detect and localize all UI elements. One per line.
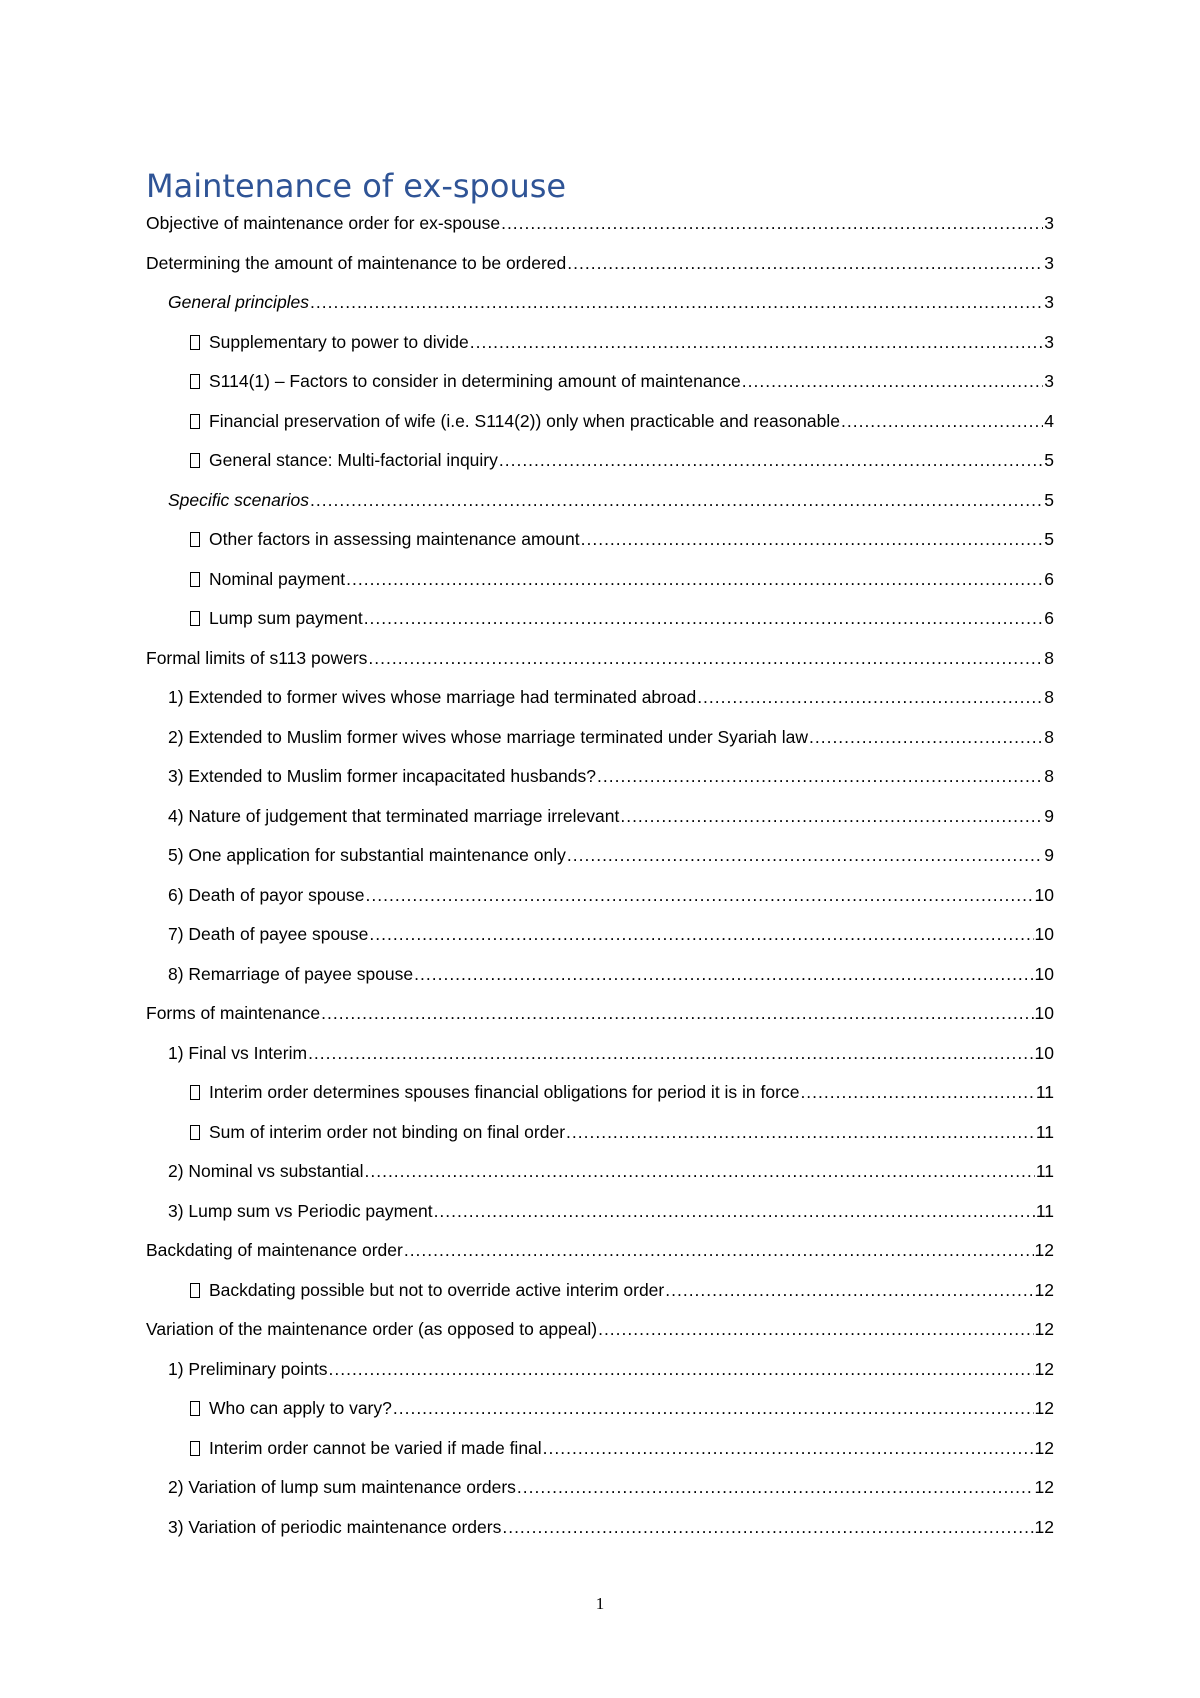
toc-entry[interactable] — [146, 724, 1054, 764]
toc-entry[interactable] — [146, 882, 1054, 922]
toc-page-number: 10 — [1034, 884, 1054, 905]
toc-entry-text: 8) Remarriage of payee spouse — [168, 963, 414, 984]
toc-entry[interactable] — [146, 487, 1054, 527]
toc-entry-text: S114(1) – Factors to consider in determining amount of maintenance — [209, 371, 741, 391]
toc-entry-text: 5) One application for substantial maintenance only — [168, 845, 566, 865]
toc-dot-leader — [598, 1316, 1033, 1342]
toc-page-number: 10 — [1034, 924, 1054, 944]
toc-entry[interactable] — [146, 408, 1054, 448]
toc-page-number: 3 — [1044, 371, 1054, 391]
toc-entry[interactable] — [146, 645, 1054, 685]
missing-glyph-bullet-icon — [190, 374, 200, 389]
toc-page-number: 5 — [1044, 529, 1054, 549]
toc-page-number: 11 — [1035, 1161, 1054, 1181]
table-of-contents — [146, 210, 1054, 1553]
toc-entry-text: Variation of the maintenance order (as opposed to appeal) — [146, 1319, 598, 1339]
toc-entry-text: 3) Lump sum vs Periodic payment — [168, 1200, 433, 1221]
toc-dot-leader — [364, 605, 1044, 631]
toc-dot-leader — [501, 210, 1043, 236]
missing-glyph-bullet-icon — [190, 572, 200, 587]
toc-dot-leader — [499, 447, 1043, 473]
toc-entry[interactable] — [146, 329, 1054, 369]
toc-dot-leader — [434, 1198, 1035, 1224]
missing-glyph-bullet-icon — [190, 1085, 200, 1100]
toc-page-number: 9 — [1044, 805, 1054, 826]
toc-entry[interactable] — [146, 1395, 1054, 1435]
toc-entry[interactable] — [146, 684, 1054, 724]
missing-glyph-bullet-icon — [190, 1401, 200, 1416]
toc-page-number: 11 — [1035, 1121, 1054, 1142]
toc-dot-leader — [310, 289, 1043, 315]
toc-dot-leader — [517, 1474, 1034, 1500]
page-number: 1 — [595, 1594, 605, 1613]
toc-entry[interactable] — [146, 250, 1054, 290]
toc-page-number: 12 — [1034, 1398, 1054, 1418]
toc-entry-text: Backdating of maintenance order — [146, 1240, 403, 1260]
toc-entry[interactable] — [146, 1237, 1054, 1277]
toc-entry-text: Interim order determines spouses financial obligations for period it is in force — [209, 1082, 800, 1102]
toc-entry[interactable] — [146, 842, 1054, 882]
toc-page-number: 5 — [1044, 450, 1054, 470]
toc-dot-leader — [346, 566, 1043, 592]
missing-glyph-bullet-icon — [190, 335, 200, 350]
toc-entry-text: Other factors in assessing maintenance amount — [209, 529, 580, 549]
toc-dot-leader — [665, 1277, 1033, 1303]
toc-entry-text: Nominal payment — [209, 568, 346, 589]
toc-page-number: 3 — [1044, 331, 1054, 352]
toc-entry-text: Backdating possible but not to override active interim order — [209, 1279, 665, 1300]
toc-page-number: 6 — [1044, 608, 1054, 628]
toc-page-number: 12 — [1034, 1279, 1054, 1300]
toc-entry[interactable] — [146, 526, 1054, 566]
toc-entry-text: 3) Variation of periodic maintenance orders — [168, 1516, 502, 1537]
toc-dot-leader — [368, 645, 1043, 671]
missing-glyph-bullet-icon — [190, 532, 200, 547]
toc-page-number: 8 — [1044, 766, 1054, 786]
toc-entry-text: 3) Extended to Muslim former incapacitated husbands? — [168, 766, 597, 786]
toc-entry-text: 2) Nominal vs substantial — [168, 1161, 364, 1181]
toc-entry-text: Financial preservation of wife (i.e. S114(2)) only when practicable and reasonable — [209, 410, 840, 431]
toc-entry-text: Forms of maintenance — [146, 1003, 321, 1023]
toc-entry-text: 1) Preliminary points — [168, 1358, 328, 1379]
toc-page-number: 8 — [1044, 726, 1054, 747]
toc-page-number: 11 — [1035, 1200, 1054, 1221]
toc-dot-leader — [597, 763, 1043, 789]
toc-dot-leader — [321, 1000, 1033, 1026]
toc-dot-leader — [809, 724, 1043, 750]
toc-entry[interactable] — [146, 1079, 1054, 1119]
toc-dot-leader — [800, 1079, 1034, 1105]
toc-entry-text: 1) Final vs Interim — [168, 1042, 308, 1063]
toc-dot-leader — [329, 1356, 1034, 1382]
toc-entry-text: Who can apply to vary? — [209, 1398, 392, 1418]
toc-entry-text: General principles — [168, 292, 310, 312]
toc-dot-leader — [502, 1514, 1033, 1540]
toc-page-number: 8 — [1044, 647, 1054, 668]
toc-entry-text: Determining the amount of maintenance to be ordered — [146, 252, 567, 273]
toc-dot-leader — [308, 1040, 1033, 1066]
toc-entry[interactable] — [146, 368, 1054, 408]
toc-entry-text: 2) Variation of lump sum maintenance orders — [168, 1477, 516, 1497]
toc-entry-text: Interim order cannot be varied if made final — [209, 1437, 542, 1458]
toc-entry-text: Objective of maintenance order for ex-spouse — [146, 213, 501, 233]
toc-dot-leader — [414, 961, 1033, 987]
toc-entry-text: Sum of interim order not binding on final order — [209, 1121, 566, 1142]
toc-page-number: 11 — [1035, 1082, 1054, 1102]
toc-page-number: 9 — [1044, 845, 1054, 865]
toc-page-number: 12 — [1034, 1240, 1054, 1260]
page-title: Maintenance of ex-spouse — [146, 167, 567, 205]
toc-entry-text: 1) Extended to former wives whose marriage had terminated abroad — [168, 687, 697, 707]
toc-page-number: 8 — [1044, 687, 1054, 707]
toc-entry[interactable] — [146, 1040, 1054, 1080]
toc-entry[interactable] — [146, 1356, 1054, 1396]
toc-entry[interactable] — [146, 1277, 1054, 1317]
toc-page-number: 12 — [1034, 1437, 1054, 1458]
toc-page-number: 12 — [1034, 1358, 1054, 1379]
toc-dot-leader — [581, 526, 1044, 552]
toc-entry[interactable] — [146, 447, 1054, 487]
toc-dot-leader — [567, 842, 1043, 868]
toc-entry[interactable] — [146, 566, 1054, 606]
toc-page-number: 12 — [1034, 1319, 1054, 1339]
toc-dot-leader — [543, 1435, 1034, 1461]
toc-entry[interactable] — [146, 605, 1054, 645]
missing-glyph-bullet-icon — [190, 611, 200, 626]
toc-entry[interactable] — [146, 1514, 1054, 1554]
toc-page-number: 3 — [1044, 252, 1054, 273]
toc-page-number: 4 — [1044, 410, 1054, 431]
toc-entry-text: 4) Nature of judgement that terminated marriage irrelevant — [168, 805, 620, 826]
toc-page-number: 12 — [1034, 1477, 1054, 1497]
toc-entry[interactable] — [146, 1198, 1054, 1238]
toc-dot-leader — [620, 803, 1043, 829]
toc-entry-text: General stance: Multi-factorial inquiry — [209, 450, 498, 470]
toc-page-number: 3 — [1044, 292, 1054, 312]
toc-dot-leader — [697, 684, 1043, 710]
toc-dot-leader — [470, 329, 1044, 355]
toc-page-number: 10 — [1034, 963, 1054, 984]
toc-dot-leader — [365, 1158, 1035, 1184]
toc-entry-text: 6) Death of payor spouse — [168, 884, 365, 905]
toc-entry[interactable] — [146, 1158, 1054, 1198]
toc-entry[interactable] — [146, 1316, 1054, 1356]
toc-dot-leader — [742, 368, 1043, 394]
toc-dot-leader — [567, 250, 1043, 276]
toc-dot-leader — [310, 487, 1043, 513]
toc-entry-text: Lump sum payment — [209, 608, 363, 628]
toc-page-number: 6 — [1044, 568, 1054, 589]
toc-entry[interactable] — [146, 210, 1054, 250]
toc-page-number: 5 — [1044, 489, 1054, 510]
toc-page-number: 3 — [1044, 213, 1054, 233]
missing-glyph-bullet-icon — [190, 453, 200, 468]
toc-entry[interactable] — [146, 1000, 1054, 1040]
toc-entry[interactable] — [146, 1435, 1054, 1475]
toc-entry[interactable] — [146, 763, 1054, 803]
toc-entry[interactable] — [146, 1474, 1054, 1514]
toc-dot-leader — [841, 408, 1043, 434]
missing-glyph-bullet-icon — [190, 1441, 200, 1456]
toc-entry[interactable] — [146, 921, 1054, 961]
toc-dot-leader — [566, 1119, 1035, 1145]
toc-dot-leader — [393, 1395, 1034, 1421]
toc-dot-leader — [404, 1237, 1034, 1263]
toc-entry-text: Supplementary to power to divide — [209, 331, 469, 352]
toc-entry-text: 2) Extended to Muslim former wives whose marriage terminated under Syariah law — [168, 726, 808, 747]
toc-entry-text: Specific scenarios — [168, 489, 310, 510]
toc-page-number: 10 — [1034, 1003, 1054, 1023]
toc-entry-text: Formal limits of s113 powers — [146, 647, 368, 668]
toc-dot-leader — [369, 921, 1033, 947]
toc-entry[interactable] — [146, 289, 1054, 329]
missing-glyph-bullet-icon — [190, 414, 200, 429]
missing-glyph-bullet-icon — [190, 1125, 200, 1140]
toc-dot-leader — [366, 882, 1034, 908]
toc-entry-text: 7) Death of payee spouse — [168, 924, 369, 944]
missing-glyph-bullet-icon — [190, 1283, 200, 1298]
toc-entry[interactable] — [146, 803, 1054, 843]
toc-page-number: 10 — [1034, 1042, 1054, 1063]
toc-page-number: 12 — [1034, 1516, 1054, 1537]
toc-entry[interactable] — [146, 961, 1054, 1001]
toc-entry[interactable] — [146, 1119, 1054, 1159]
